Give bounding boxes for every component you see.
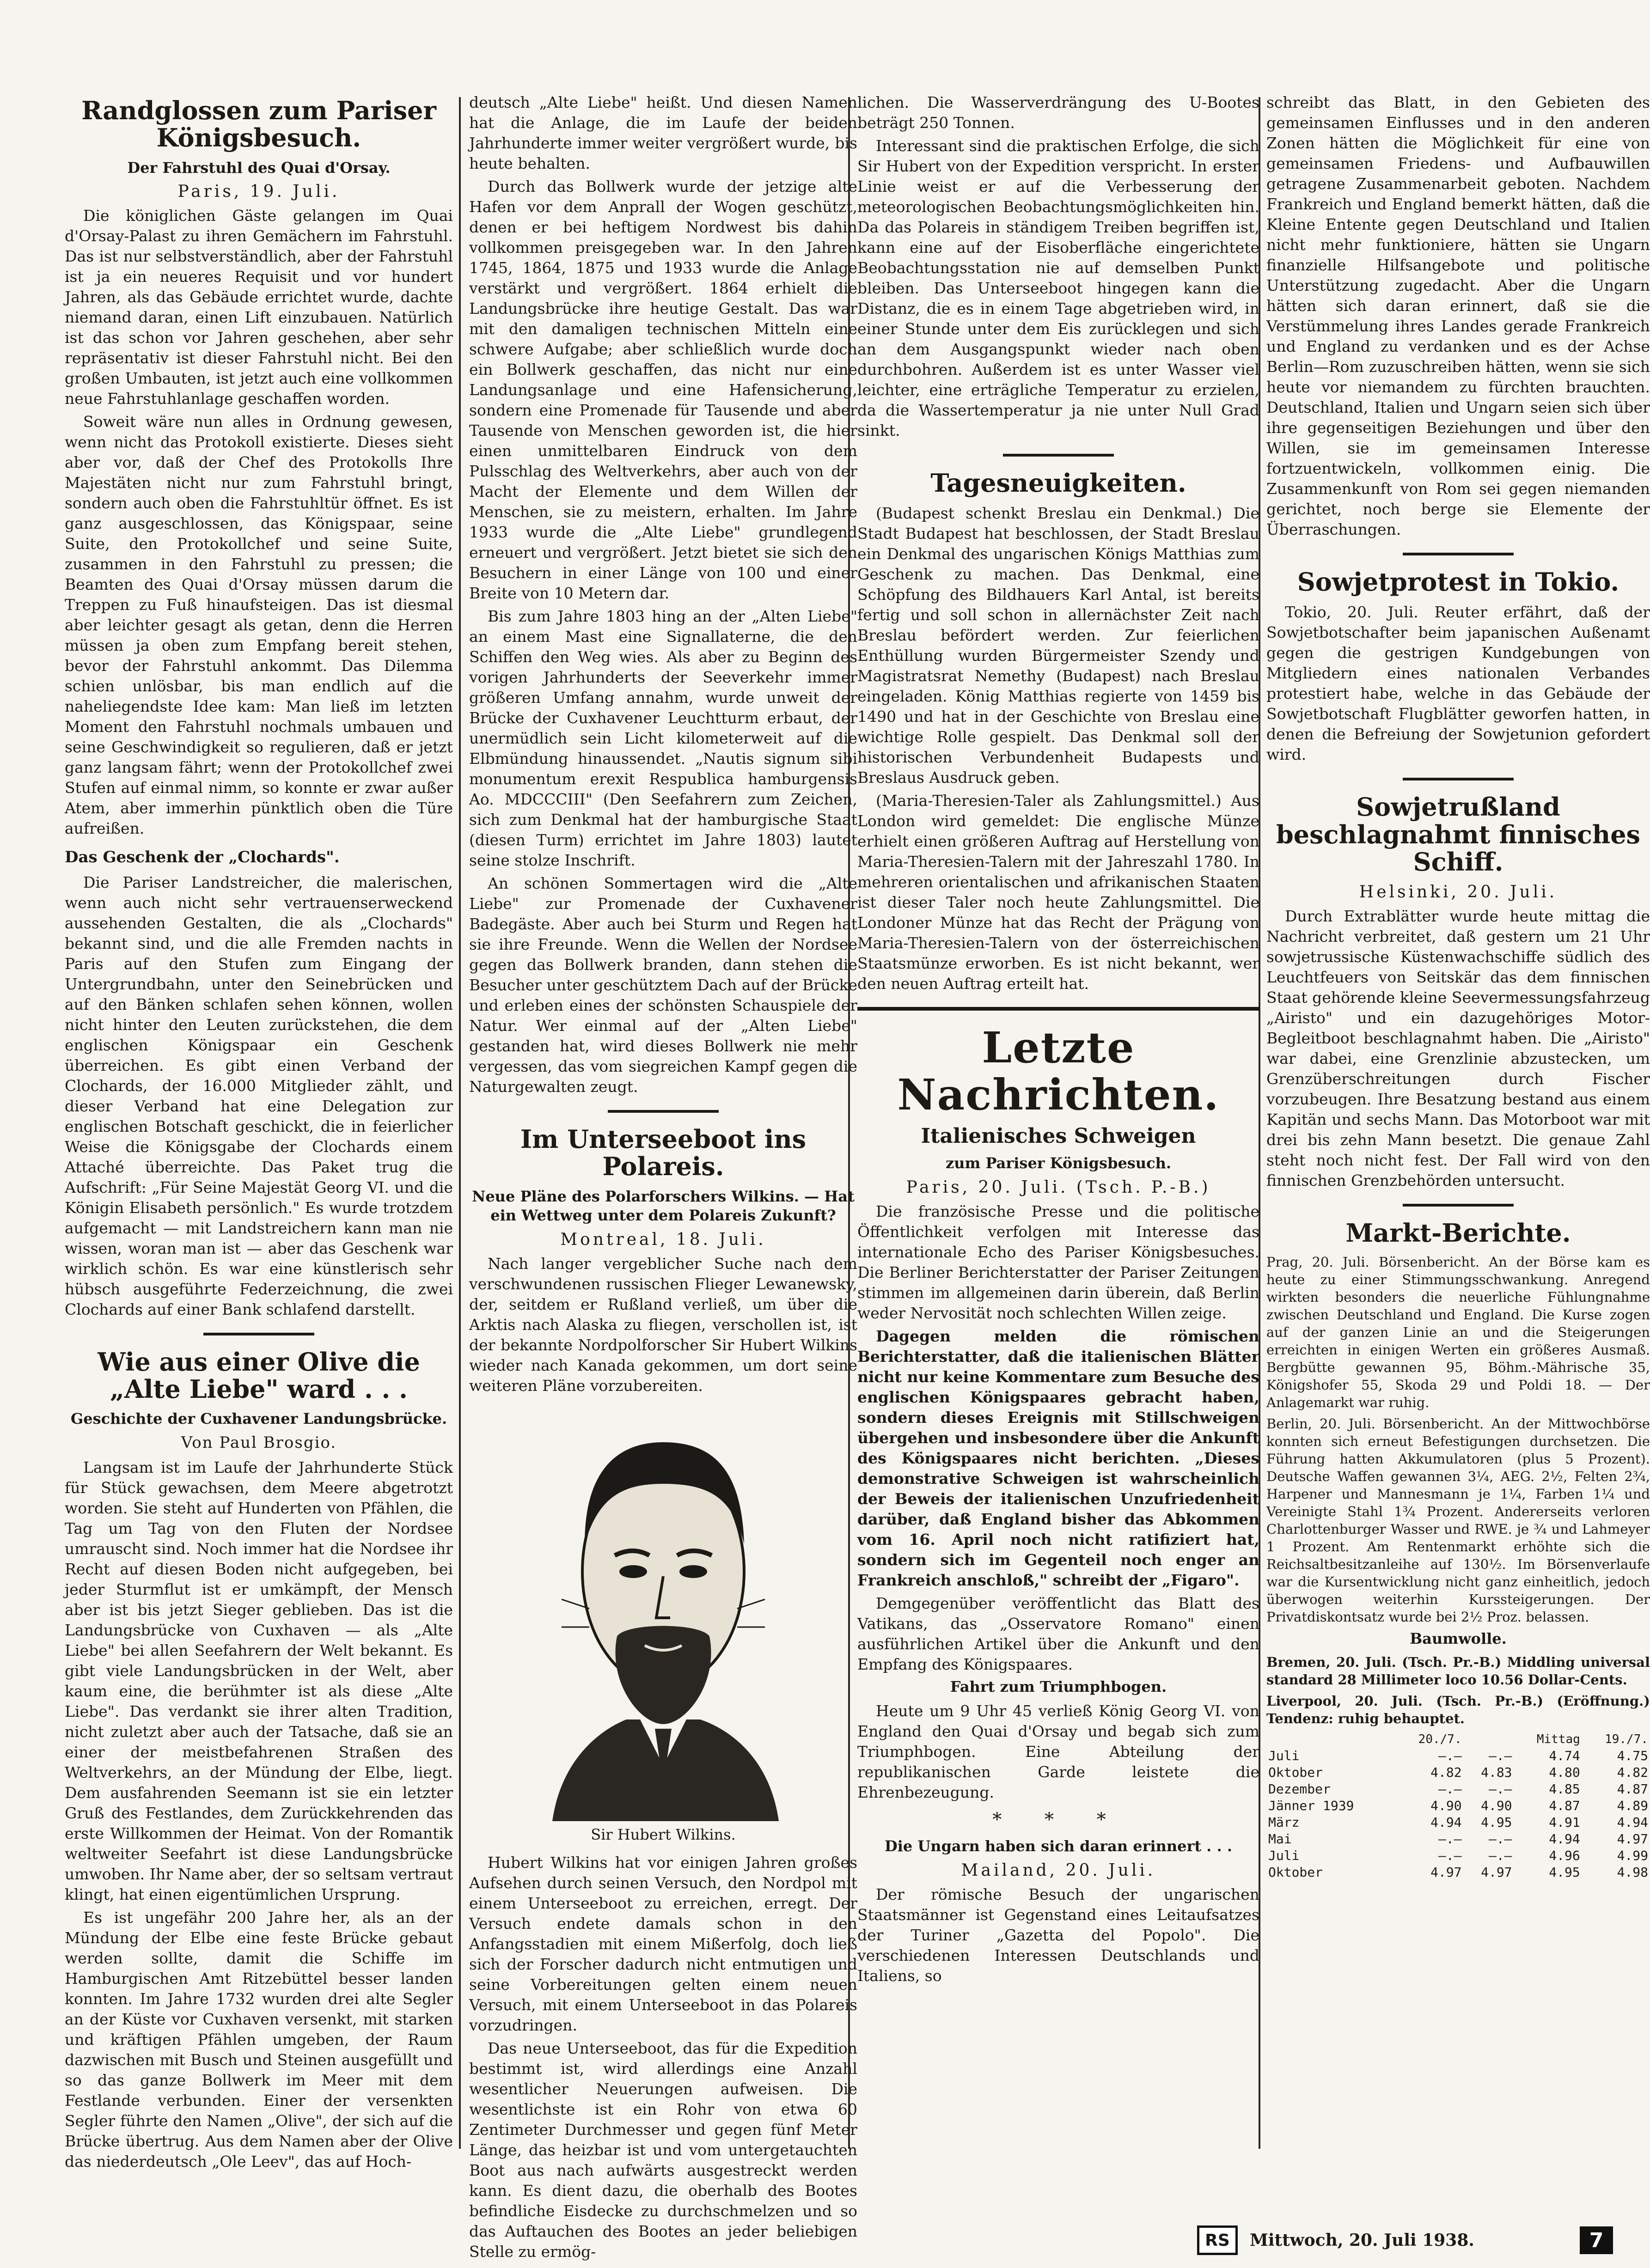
paragraph: schreibt das Blatt, in den Gebieten des gemeinsamen Einflusses und in den anderen Zonen hätten die Möglichkeit für eine von gemeinsamen Friedens- und Aufbauwillen getragene Zusammenarbeit geboten. Nachdem Frankreich und England bemerkt hätten, daß die Kleine Entente gegen Deutschland und Italien nicht mehr funktioniere, hätten sie Ungarn finanzielle Hilfsangebote und politische Unterstützung zugedacht. Aber die Ungarn hätten sich daran erinnert, daß sie die Verstümmelung ihres Landes gerade Frankreich und England zu verdanken und es der Achse Berlin—Rom zuzuschreiben hätten, wenn sie sich heute vor niemandem zu fürchten brauchten. Deutschland, Italien und Ungarn seien sich über ihre gegenseitigen Beziehungen und über den Willen, sie im gemeinsamen Interesse fortzuentwickeln, vollkommen einig. Die Zusammenkunft von Rom sei gegen niemanden gerichtet, noch berge sie Elemente der Überraschungen. — [1266, 93, 1650, 538]
separator — [203, 1333, 314, 1335]
table-row: Oktober 4.97 4.97 4.95 4.98 — [1268, 1864, 1648, 1880]
dateline: Montreal, 18. Juli. — [560, 1230, 766, 1249]
section-title: Letzte Nachrichten. — [897, 1023, 1220, 1120]
column-header: 20./7. — [1418, 1732, 1462, 1746]
article-title: Sowjetprotest in Tokio. — [1297, 567, 1619, 597]
column-header — [1266, 1731, 1395, 1748]
market-report: Liverpool, 20. Juli. (Tsch. Pr.-B.) (Eröffnung.) Tendenz: ruhig behauptet. — [1266, 1693, 1650, 1726]
paragraph: deutsch „Alte Liebe" heißt. Und diesen Namen hat die Anlage, die im Laufe der beiden Jahrhunderte immer weiter vergrößert wurde, bis heute behalten. — [469, 93, 857, 172]
paragraph: Es ist ungefähr 200 Jahre her, als an der Mündung der Elbe eine feste Brücke gebaut werden sollte, damit die Schiffe im Hamburgischen Amt Ritzebüttel besser landen konnten. Im Jahre 1732 wurden drei alte Segler an der Küste vor Cuxhaven versenkt, mit starken und kräftigen Pfählen umgeben, der Raum dazwischen mit Busch und Steinen ausgefüllt und so das ganze Bollwerk im Meer mit dem Festlande verbunden. Einer der versenkten Segler führte den Namen „Olive", der sich auf die Brücke übertrug. Aus dem Namen aber der Olive das niederdeutsch „Ole Leev", das auf Hoch- — [65, 1908, 453, 2170]
article-title: Randglossen zum Pariser Königsbesuch. — [81, 96, 436, 153]
section-heading: Baumwolle. — [1410, 1629, 1507, 1647]
paragraph: (Maria-Theresien-Taler als Zahlungsmittel.) Aus London wird gemeldet: Die englische Münze erhielt einen größeren Auftrag auf Herstellung von Maria-Theresien-Talern mit der Jahreszahl 1780. In mehreren orientalischen und afrikanischen Staaten ist dieser Taler noch heute Zahlungsmittel. Die Londoner Münze hat das Recht der Prägung von Maria-Theresien-Talern von der österreichischen Staatsmünze erworben. Es ist nicht bekannt, wer den neuen Auftrag erteilt hat. — [857, 792, 1259, 993]
section-heading: Fahrt zum Triumphbogen. — [950, 1677, 1167, 1695]
byline: Von Paul Brosgio. — [181, 1433, 337, 1452]
article-title: Wie aus einer Olive die „Alte Liebe" ward . . . — [98, 1347, 420, 1404]
paragraph: Interessant sind die praktischen Erfolge, die sich Sir Hubert von der Expedition verspricht. In erster Linie weist er auf die Verbesserung der meteorologischen Beobachtungsmöglichkeiten hin. Da das Polareis in ständigem Treiben begriffen ist, kann eine auf der Eisoberfläche eingerichtete Beobachtungsstation nie auf demselben Punkt bleiben. Das Unterseeboot hingegen kann die Distanz, die es in einem Tage abgetrieben wird, in einer Stunde unter dem Eis zurücklegen und sich an dem Ausgangspunkt wieder nach oben durchbohren. Außerdem ist es unter Wasser viel leichter, eine erträgliche Temperatur zu erzielen, da die Wassertemperatur ja nie unter Null Grad sinkt. — [857, 137, 1259, 439]
ornament: * * * — [992, 1809, 1124, 1831]
separator — [1403, 553, 1514, 555]
table-row: Dezember —.— —.— 4.85 4.87 — [1268, 1781, 1648, 1797]
market-report: Prag, 20. Juli. Börsenbericht. An der Börse kam es heute zu einer Stimmungsschwankung. Anregend wirkten besonders die neuerliche Fühlungnahme zwischen Deutschland und England. Die Kurse zogen auf der ganzen Linie an und die Steigerungen erreichten in einigen Werten ein größeres Ausmaß. Bergbütte gewannen 95, Böhm.-Mährische 35, Königshofer 55, Skoda 29 und Poldi 18. — Der Anlagemarkt war ruhig. — [1266, 1254, 1650, 1410]
dateline: Mailand, 20. Juli. — [961, 1860, 1156, 1880]
paragraph: Langsam ist im Laufe der Jahrhunderte Stück für Stück gewachsen, dem Meere abgetrotzt worden. Sie steht auf Hunderten von Pfählen, die Tag um Tag von den Fluten der Nordsee umrauscht sind. Noch immer hat die Nordsee ihr Recht auf diesen Boden nicht aufgegeben, bei jeder Sturmflut ist er umkämpft, der Mensch aber ist bis jetzt Sieger geblieben. Das ist die Landungsbrücke von Cuxhaven — als „Alte Liebe" bei allen Seefahrern der Welt bekannt. Es gibt viele Landungsbrücken in der Welt, aber kaum eine, die berühmter ist als diese „Alte Liebe". Das verdankt sie ihrer alten Tradition, nicht zuletzt aber auch der Tatsache, daß sie an einer der meistbefahrenen Straßen des Weltverkehrs, an der Mündung der Elbe, liegt. Dem ausfahrenden Seemann ist sie ein letzter Gruß des Festlandes, dem Zurückkehrenden das erste Willkommen der Heimat. Von der Romantik weltweiter Seefahrt ist diese Landungsbrücke umwoben. Ihr Name aber, der so seltsam vertraut klingt, hat einen eigentümlichen Ursprung. — [65, 1458, 453, 1903]
table-row: Juli —.— —.— 4.96 4.99 — [1268, 1847, 1648, 1863]
image-caption: Sir Hubert Wilkins. — [591, 1825, 736, 1843]
article-title: Sowjetrußland beschlagnahmt finnisches Schiff. — [1276, 792, 1640, 877]
article-subtitle: Geschichte der Cuxhavener Landungsbrücke. — [70, 1410, 447, 1428]
paragraph: Soweit wäre nun alles in Ordnung gewesen, wenn nicht das Protokoll existierte. Dieses sieht aber vor, daß der Chef des Protokolls Ihre Majestäten nicht nur zum Fahrstuhl bringt, sondern auch oben die Fahrstuhltür öffnet. Es ist ganz ausgeschlossen, das Königspaar, seine Suite, den Protokollchef und seine Suite, zusammen in den Fahrstuhl zu pressen; die Beamten des Quai d'Orsay müssen darum die Treppen zu Fuß hinaufsteigen. Das ist diesmal aber leichter gesagt als getan, denn die Herren müssen ja oben zum Empfang bereit stehen, bevor der Fahrstuhl ankommt. Das Dilemma schien unlösbar, bis man endlich auf die naheliegendste Idee kam: Man ließ im letzten Moment den Fahrstuhl nochmals umbauen und seine Geschwindigkeit so regulieren, daß er jetzt ganz langsam fährt; wenn der Protokollchef zwei Stufen auf einmal nimm, so konnte er zwar außer Atem, aber immerhin pünktlich oben die Türe aufreißen. — [65, 413, 453, 838]
column-header: 19./7. — [1605, 1732, 1648, 1746]
paragraph: Das neue Unterseeboot, das für die Expedition bestimmt ist, wird allerdings eine Anzahl wesentlicher Neuerungen aufweisen. Die wesentlichste ist ein Rohr von etwa 60 Zentimeter Durchmesser und gegen fünf Meter Länge, das heizbar ist und vom untergetauchten Boot aus nach aufwärts ausgestreckt werden kann. Es dient dazu, die oberhalb des Bootes befindliche Eisdecke zu durchschmelzen und so das Auftauchen des Bootes an jeder beliebigen Stelle zu ermög- — [469, 2039, 857, 2261]
dateline: Paris, 20. Juli. (Tsch. P.-B.) — [906, 1177, 1211, 1197]
table-header-row — [1266, 1731, 1650, 1748]
paragraph: Tokio, 20. Juli. Reuter erfährt, daß der Sowjetbotschafter beim japanischen Außenamt gegen die gestrigen Kundgebungen von Mitgliedern eines nationalen Verbandes protestiert habe, welche in das Gebäude der Sowjetbotschaft Flugblätter geworfen hatten, in denen die Befreiung der Sowjetunion gefordert wird. — [1266, 603, 1650, 764]
paragraph: lichen. Die Wasserverdrängung des U-Bootes beträgt 250 Tonnen. — [857, 93, 1259, 132]
market-report: Bremen, 20. Juli. (Tsch. Pr.-B.) Middling universal standard 28 Millimeter loco 10.56 Dollar-Cents. — [1266, 1654, 1650, 1688]
article-subtitle: zum Pariser Königsbesuch. — [946, 1154, 1171, 1172]
column-3 — [857, 92, 1259, 2194]
article-subtitle: Italienisches Schweigen — [921, 1124, 1196, 1148]
article-subtitle: Der Fahrstuhl des Quai d'Orsay. — [127, 159, 391, 177]
column-4 — [1266, 92, 1650, 2194]
paragraph: Durch das Bollwerk wurde der jetzige alte Hafen vor dem Anprall der Wogen geschützt, denen er bei heftigem Nordwest bis dahin vollkommen preisgegeben war. In den Jahren 1745, 1864, 1875 und 1933 wurde die Anlage verstärkt und vergrößert. 1864 erhielt die Landungsbrücke ihre heutige Gestalt. Das war mit den damaligen technischen Mitteln eine schwere Aufgabe; aber schließlich wurde doch ein Bollwerk geschaffen, das nicht nur eine Landungsanlage und eine Hafensicherung, sondern eine Promenade für Tausende und aber Tausende von Menschen geworden ist, die hier einen unmittelbaren Eindruck von dem Pulsschlag des Weltverkehrs, aber auch von der Macht der Elemente und dem Willen der Menschen, sie zu meistern, erhalten. Im Jahre 1933 wurde die „Alte Liebe" grundlegend erneuert und vergrößert. Jetzt bietet sie sich den Besuchern in einer Länge von 100 und einer Breite von 10 Metern dar. — [469, 177, 857, 602]
article-title: Tagesneuigkeiten. — [930, 468, 1186, 498]
paragraph: Die Pariser Landstreicher, die malerischen, wenn auch nicht sehr vertrauenserweckend aussehenden Gestalten, die als „Clochards" bekannt sind, und die alle Fremden nachts in Paris auf den Stufen zum Eingang der Untergrundbahn, unter den Seinebrücken und auf den Bänken schlafen sehen können, wollen nicht hinter den Leuten zurückstehen, die dem englischen Königspaar ein Geschenk überreichen. Es gibt einen Verband der Clochards, der 16.000 Mitglieder zählt, und dieser Verband hat eine Delegation zur englischen Botschaft geschickt, die in feierlicher Weise die Königsgabe der Clochards einem Attaché überreichte. Das Paket trug die Aufschrift: „Für Seine Majestät Georg VI. und die Königin Elisabeth persönlich." Es wurde trotzdem aufgemacht — mit Landstreichern kann man nie wissen, woran man ist — aber das Geschenk war wirklich schön. Es war eine künstlerisch sehr hübsch ausgeführte Federzeichnung, die zwei Clochards auf einer Bank schlafend darstellt. — [65, 873, 453, 1318]
column-header: Mittag — [1536, 1732, 1580, 1746]
dateline: Paris, 19. Juli. — [177, 182, 340, 201]
table-row: März 4.94 4.95 4.91 4.94 — [1268, 1814, 1648, 1830]
issue-date: Mittwoch, 20. Juli 1938. — [1250, 2231, 1474, 2250]
portrait-illustration — [534, 1405, 793, 1821]
section-heading: Die Ungarn haben sich daran erinnert . . . — [884, 1837, 1232, 1855]
table-row: Juli —.— —.— 4.74 4.75 — [1268, 1748, 1648, 1763]
paragraph: Heute um 9 Uhr 45 verließ König Georg VI. von England den Quai d'Orsay und begab sich zum Triumphbogen. Eine Abteilung der republikanischen Garde leistete die Ehrenbezeugung. — [857, 1702, 1259, 1802]
paragraph: Dagegen melden die römischen Berichterstatter, daß die italienischen Blätter nicht nur keine Kommentare zum Besuche des englischen Königspaares gebracht haben, sondern dieses Ereignis mit Stillschweigen übergehen und insbesondere über die Ankunft des Königspaares nicht berichten. „Dieses demonstrative Schweigen ist wahrscheinlich der Beweis der italienischen Unzufriedenheit darüber, daß England bisher das Abkommen vom 16. April noch nicht ratifiziert hat, sondern sich im Gegenteil noch enger an Frankreich anschloß," schreibt der „Figaro". — [857, 1327, 1259, 1589]
separator — [1403, 1204, 1514, 1207]
paragraph: Die königlichen Gäste gelangen im Quai d'Orsay-Palast zu ihren Gemächern im Fahrstuhl. Das ist nur selbstverständlich, aber der Fahrstuhl ist ja ein neueres Requisit und vor hundert Jahren, als das Gebäude errichtet wurde, dachte niemand daran, einen Lift einzubauen. Natürlich ist das schon vor Jahren geschehen, aber sehr repräsentativ ist dieser Fahrstuhl nicht. Bei den großen Umbauten, ist jetzt auch eine vollkommen neue Fahrstuhlanlage geschaffen worden. — [65, 207, 453, 408]
article-title: Im Unterseeboot ins Polareis. — [520, 1124, 807, 1182]
paragraph: Der römische Besuch der ungarischen Staatsmänner ist Gegenstand eines Leitaufsatzes der Turiner „Gazetta del Popolo". Die verschiedenen Interessen Deutschlands und Italiens, so — [857, 1885, 1259, 1985]
column-rule — [459, 97, 461, 2149]
page-number: 7 — [1580, 2226, 1613, 2254]
column-2 — [469, 92, 857, 2261]
article-subtitle: Neue Pläne des Polarforschers Wilkins. — Hat ein Wettweg unter dem Polareis Zukunft? — [472, 1187, 855, 1225]
dateline: Helsinki, 20. Juli. — [1359, 882, 1558, 902]
table-row: Jänner 1939 4.90 4.90 4.87 4.89 — [1268, 1798, 1648, 1813]
page-footer — [1197, 2226, 1613, 2254]
separator — [857, 1007, 1259, 1011]
article-title: Markt-Berichte. — [1345, 1218, 1571, 1248]
paragraph: Demgegenüber veröffentlicht das Blatt des Vatikans, das „Osservatore Romano" einen ausführlichen Artikel über die Ankunft und den Empfang des Königspaares. — [857, 1594, 1259, 1673]
cotton-table — [1266, 1731, 1650, 1881]
table-row: Oktober 4.82 4.83 4.80 4.82 — [1268, 1764, 1648, 1780]
separator — [1403, 778, 1514, 780]
newspaper-logo: RS — [1197, 2225, 1238, 2255]
market-report: Berlin, 20. Juli. Börsenbericht. An der Mittwochbörse konnten sich erneut Befestigungen durchsetzen. Die Führung hatten Akkumulatoren (plus 5 Prozent). Deutsche Waffen gewannen 3¼, AEG. 2½, Felten 2¾, Harpener und Mannesmann je 1¼, Farben 1¼ und Vereinigte Stahl 1¾ Prozent. Andererseits verloren Charlottenburger Wasser und RWE. je ¾ und Lahmeyer 1 Prozent. Am Rentenmarkt erhöhte sich die Reichsaltbesitzanleihe auf 130½. Im Börsenverlaufe war die Kursentwicklung nicht ganz einheitlich, jedoch überwogen weiterhin Kurssteigerungen. Der Privatdiskontsatz wurde bei 2½ Proz. belassen. — [1266, 1415, 1650, 1625]
paragraph: (Budapest schenkt Breslau ein Denkmal.) Die Stadt Budapest hat beschlossen, der Stadt Breslau ein Denkmal des ungarischen Königs Matthias zum Geschenk zu machen. Das Denkmal, eine Schöpfung des Bildhauers Karl Antal, ist bereits fertig und soll schon in allernächster Zeit nach Breslau befördert werden. Zur feierlichen Enthüllung wurden Bürgermeister Szendy und Magistratsrat Nemethy (Budapest) nach Breslau eingeladen. König Matthias regierte von 1459 bis 1490 und hat in der Geschichte von Breslau eine wichtige Rolle gespielt. Das Denkmal soll der historischen Verbundenheit Budapests und Breslaus Ausdruck geben. — [857, 504, 1259, 787]
paragraph: Bis zum Jahre 1803 hing an der „Alten Liebe" an einem Mast eine Signallaterne, die den Schiffen den Weg wies. Als aber zu Beginn des vorigen Jahrhunderts der Seeverkehr immer größeren Umfang annahm, wurde unweit der Brücke der Cuxhavener Leuchtturm erbaut, der unermüdlich sein Licht kilometerweit auf die Elbmündung hinaussendet. „Nautis signum sibi monumentum erexit Respublica hamburgensis Ao. MDCCCIII" (Den Seefahrern zum Zeichen, sich zum Denkmal hat der hamburgische Staat (diesen Turm) errichtet im Jahre 1803) lautet seine stolze Inschrift. — [469, 607, 857, 869]
separator — [1003, 454, 1114, 457]
section-heading: Das Geschenk der „Clochards". — [65, 848, 340, 867]
table-row: Mai —.— —.— 4.94 4.97 — [1268, 1831, 1648, 1847]
paragraph: Durch Extrablätter wurde heute mittag die Nachricht verbreitet, daß gestern um 21 Uhr sowjetrussische Küstenwachschiffe südlich des Leuchtfeuers von Seitskär das dem finnischen Staat gehörende kleine Seevermessungsfahrzeug „Airisto" und ein dazugehöriges Motor-Begleitboot beschlagnahmt haben. Die „Airisto" war dabei, eine Grenzlinie abzustecken, um Grenzüberschreitungen durch Fischer vorzubeugen. Ihre Besatzung bestand aus einem Kapitän und sechs Mann. Das Motorboot war mit drei bis zehn Mann besetzt. Die genaue Zahl steht noch nicht fest. Der Fall wird von den finnischen Grenzbehörden untersucht. — [1266, 907, 1650, 1189]
separator — [608, 1110, 719, 1113]
paragraph: Die französische Presse und die politische Öffentlichkeit verfolgen mit Interesse das internationale Echo des Pariser Königsbesuches. Die Berliner Berichterstatter der Pariser Zeitungen stimmen im allgemeinen darin überein, daß Berlin weder Nervosität noch schlechten Willen zeige. — [857, 1202, 1259, 1322]
paragraph: Nach langer vergeblicher Suche nach dem verschwundenen russischen Flieger Lewanewsky, der, seitdem er Rußland verließ, um über die Arktis nach Alaska zu fliegen, verschollen ist, ist der bekannte Nordpolforscher Sir Hubert Wilkins wieder nach Kanada gekommen, um dort seine weiteren Pläne vorzubereiten. — [469, 1254, 857, 1395]
column-1 — [65, 92, 453, 2194]
column-header — [1464, 1731, 1514, 1748]
paragraph: An schönen Sommertagen wird die „Alte Liebe" zur Promenade der Cuxhavener Badegäste. Aber auch bei Sturm und Regen hat sie ihre Freunde. Wenn die Wellen der Nordsee gegen das Bollwerk branden, dann stehen die Besucher unter geschütztem Dach auf der Brücke und erleben eines der schönsten Schauspiele der Natur. Wer einmal auf der „Alten Liebe" gestanden hat, wird dieses Bollwerk nie mehr vergessen, das vom siegreichen Kampf gegen die Naturgewalten zeugt. — [469, 874, 857, 1096]
paragraph: Hubert Wilkins hat vor einigen Jahren großes Aufsehen durch seinen Versuch, den Nordpol mit einem Unterseeboot zu erreichen, erregt. Der Versuch endete damals schon in den Anfangsstadien mit einem Mißerfolg, doch ließ sich der Forscher dadurch nicht entmutigen und seine Vorbereitungen gelten einem neuen Versuch, mit einem Unterseeboot in das Polareis vorzudringen. — [469, 1853, 857, 2034]
